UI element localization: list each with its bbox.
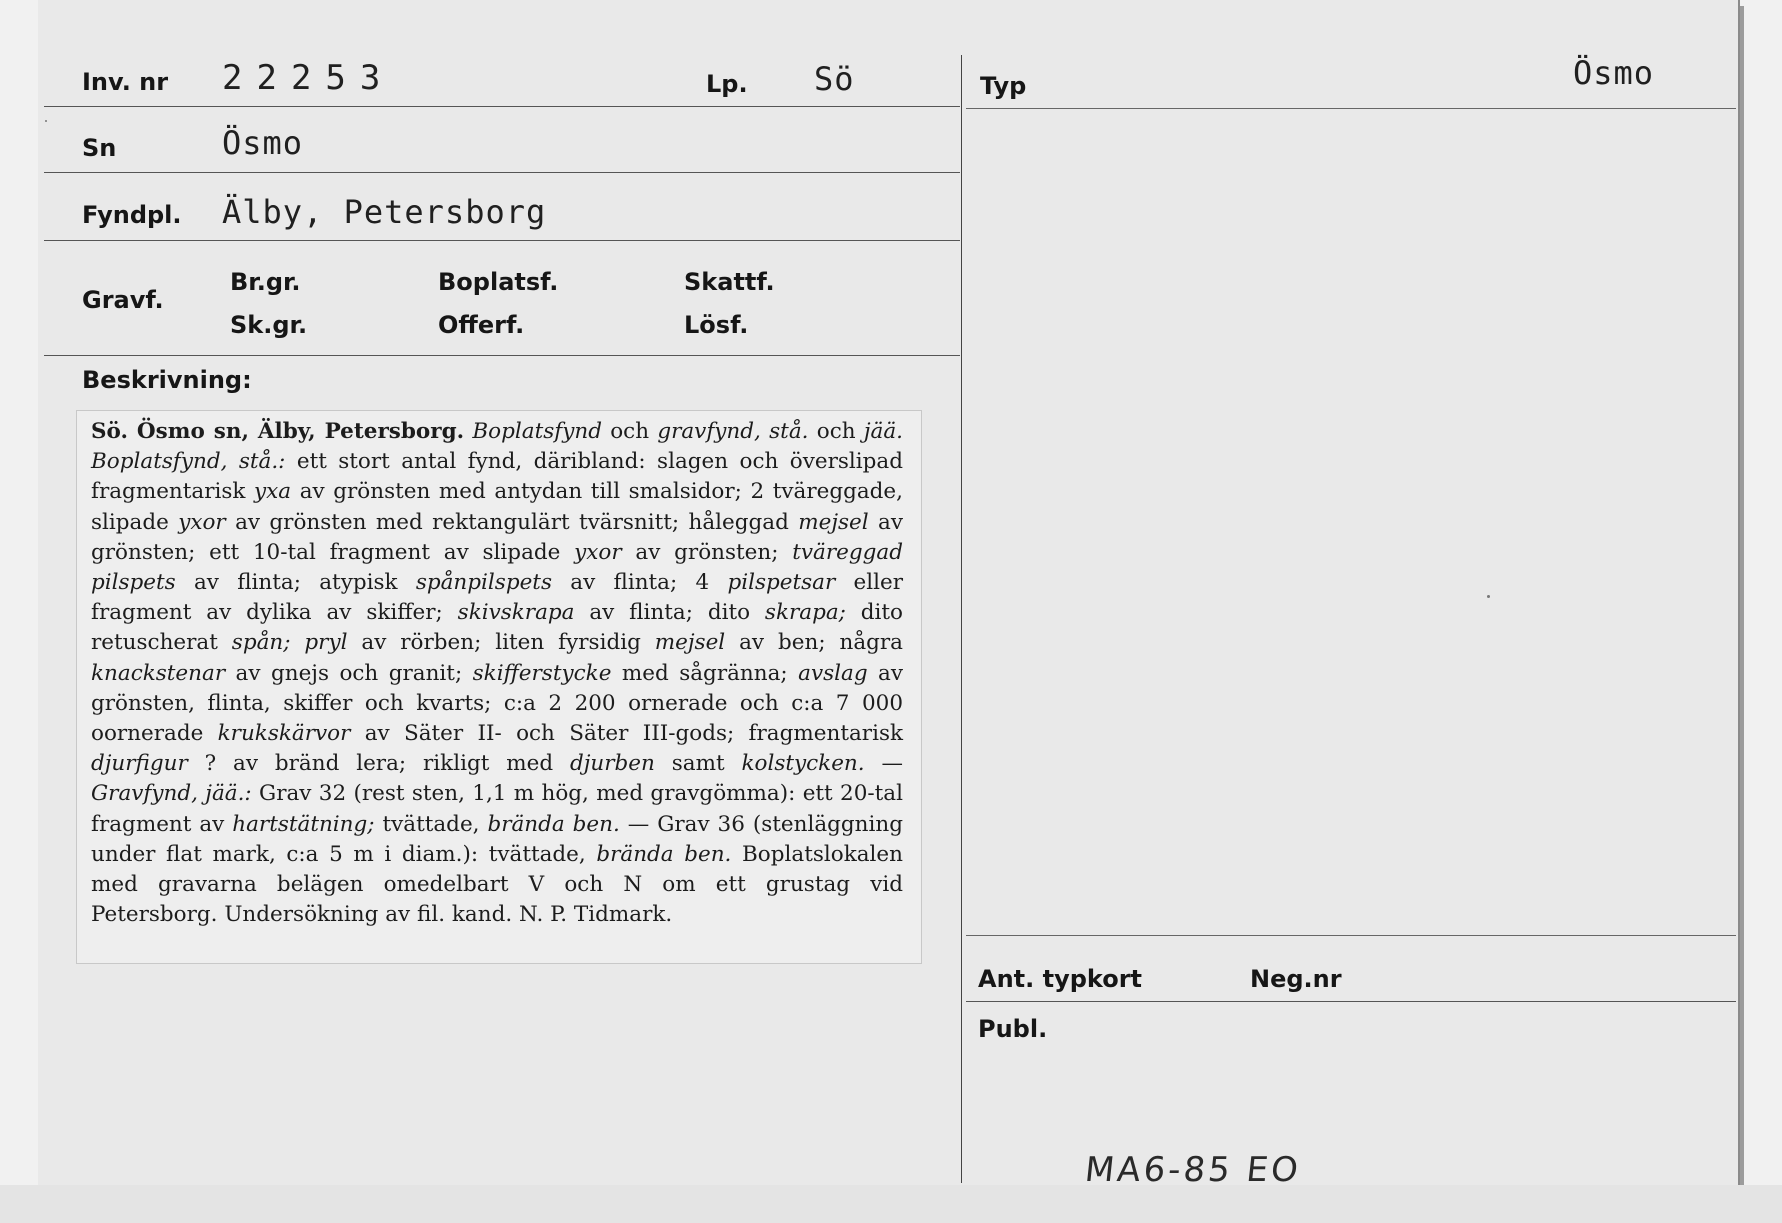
description-run: av rörben; liten fyrsidig bbox=[347, 630, 655, 656]
description-italic-term: spånpilspets bbox=[415, 570, 552, 596]
rule-typkort bbox=[966, 1001, 1736, 1002]
description-italic-term: djurben bbox=[569, 751, 655, 777]
beskrivning-label: Beskrivning: bbox=[82, 366, 252, 394]
description-italic-term: tväreggad pilspets bbox=[91, 539, 903, 596]
description-run: Grav 32 (rest sten, 1,1 m hög, med gravgömma): ett 20-tal fragment av bbox=[91, 781, 903, 837]
description-italic-term: pilspetsar bbox=[727, 570, 836, 596]
description-italic-term: hartstätning; bbox=[232, 811, 375, 837]
fyndpl-value: Älby, Petersborg bbox=[222, 193, 547, 231]
typ-label: Typ bbox=[980, 72, 1027, 100]
lp-value: Sö bbox=[814, 60, 855, 98]
description-italic-term: spån; pryl bbox=[231, 630, 348, 656]
sn-label: Sn bbox=[82, 134, 117, 162]
description-italic-term: mejsel bbox=[798, 509, 869, 535]
rule-typ bbox=[966, 108, 1736, 109]
description-italic-term: skifferstycke bbox=[472, 660, 612, 686]
description-italic-term: Boplatsfynd bbox=[472, 419, 602, 444]
description-run: — Grav 36 (stenläggning under flat mark, c:a 5 m i diam.): tvättade, bbox=[91, 811, 904, 867]
description-italic-term: Gravfynd, jää.: bbox=[91, 781, 252, 807]
description-italic-term: skivskrapa bbox=[457, 600, 575, 626]
description-run: av flinta; dito bbox=[574, 600, 765, 626]
rule-fyndpl bbox=[44, 240, 960, 241]
description-box bbox=[76, 410, 922, 964]
description-run: och bbox=[601, 419, 658, 444]
description-text bbox=[91, 417, 903, 930]
description-italic-term: knackstenar bbox=[91, 660, 226, 686]
description-italic-term: brända ben. bbox=[596, 841, 732, 867]
losf-label: Lösf. bbox=[684, 311, 749, 339]
description-run: av Säter II- och Säter III-gods; fragmentarisk bbox=[350, 721, 904, 747]
description-run: Boplatslokalen med gravarna belägen omedelbart V och N om ett grustag vid Petersborg. Undersökning av fil. kand. N. P. Tidmark. bbox=[91, 841, 903, 928]
description-italic-term: djurfigur bbox=[91, 751, 188, 777]
speck bbox=[45, 120, 47, 122]
rule-invnr bbox=[44, 106, 960, 107]
description-run: av ben; några bbox=[725, 630, 903, 656]
scan-background bbox=[0, 1185, 1782, 1223]
handwritten-note: MA6-85 EO bbox=[1082, 1150, 1303, 1190]
description-italic-term: kolstycken. bbox=[741, 751, 865, 777]
boplatsf-label: Boplatsf. bbox=[438, 268, 559, 296]
description-run: av grönsten med rektangulärt tvärsnitt; håleggad bbox=[225, 509, 799, 535]
description-lead: Sö. Ösmo sn, Älby, Petersborg. bbox=[91, 419, 465, 444]
inv-nr-value: 22253 bbox=[222, 58, 395, 98]
description-run: av flinta; 4 bbox=[551, 570, 728, 596]
description-run: av grönsten; ett 10-tal fragment av slipade bbox=[91, 509, 903, 565]
description-run: och bbox=[808, 419, 864, 444]
typ-value: Ösmo bbox=[1573, 54, 1655, 92]
description-italic-term: yxor bbox=[574, 539, 622, 565]
center-divider bbox=[961, 55, 962, 1183]
rule-sn bbox=[44, 172, 960, 173]
description-italic-term: brända ben. bbox=[487, 811, 620, 837]
description-run: — bbox=[864, 751, 903, 777]
sn-value: Ösmo bbox=[222, 124, 304, 162]
rule-right-lower bbox=[966, 935, 1736, 936]
description-run: eller fragment av dylika av skiffer; bbox=[91, 570, 904, 626]
offerf-label: Offerf. bbox=[438, 311, 525, 339]
inv-nr-label: Inv. nr bbox=[82, 68, 169, 96]
description-italic-term: mejsel bbox=[654, 630, 726, 656]
rule-gravf bbox=[44, 355, 960, 356]
description-run: tvättade, bbox=[374, 811, 488, 837]
description-run: av grönsten, flinta, skiffer och kvarts; c:a 2 200 ornerade och c:a 7 000 oornerade bbox=[91, 660, 904, 747]
description-run: samt bbox=[654, 751, 742, 777]
gravf-label: Gravf. bbox=[82, 286, 164, 314]
description-run: med sågränna; bbox=[611, 660, 799, 686]
description-italic-term: yxor bbox=[178, 509, 226, 535]
sk-gr-label: Sk.gr. bbox=[230, 311, 308, 339]
description-italic-term: avslag bbox=[798, 660, 868, 686]
skattf-label: Skattf. bbox=[684, 268, 775, 296]
description-italic-term: jää. Boplatsfynd, stå.: bbox=[91, 419, 903, 475]
description-run: av flinta; atypisk bbox=[175, 570, 416, 596]
speck bbox=[1487, 595, 1490, 598]
description-italic-term: krukskärvor bbox=[217, 721, 351, 747]
description-run: dito retuscherat bbox=[91, 600, 903, 656]
description-run: av grönsten med antydan till smalsidor; 2 tväreggade, slipade bbox=[91, 479, 903, 535]
lp-label: Lp. bbox=[706, 70, 748, 98]
description-italic-term: gravfynd, stå. bbox=[657, 419, 809, 444]
description-italic-term: yxa bbox=[254, 479, 292, 505]
neg-nr-label: Neg.nr bbox=[1250, 965, 1342, 993]
description-run: ? av bränd lera; rikligt med bbox=[187, 751, 570, 777]
ant-typkort-label: Ant. typkort bbox=[978, 965, 1143, 993]
publ-label: Publ. bbox=[978, 1015, 1048, 1043]
description-run: ett stort antal fynd, däribland: slagen och överslipad fragmentarisk bbox=[91, 449, 904, 505]
description-italic-term: skrapa; bbox=[764, 600, 846, 626]
fyndpl-label: Fyndpl. bbox=[82, 201, 182, 229]
description-run: av grönsten; bbox=[621, 539, 793, 565]
description-run: av gnejs och granit; bbox=[225, 660, 473, 686]
br-gr-label: Br.gr. bbox=[230, 268, 301, 296]
